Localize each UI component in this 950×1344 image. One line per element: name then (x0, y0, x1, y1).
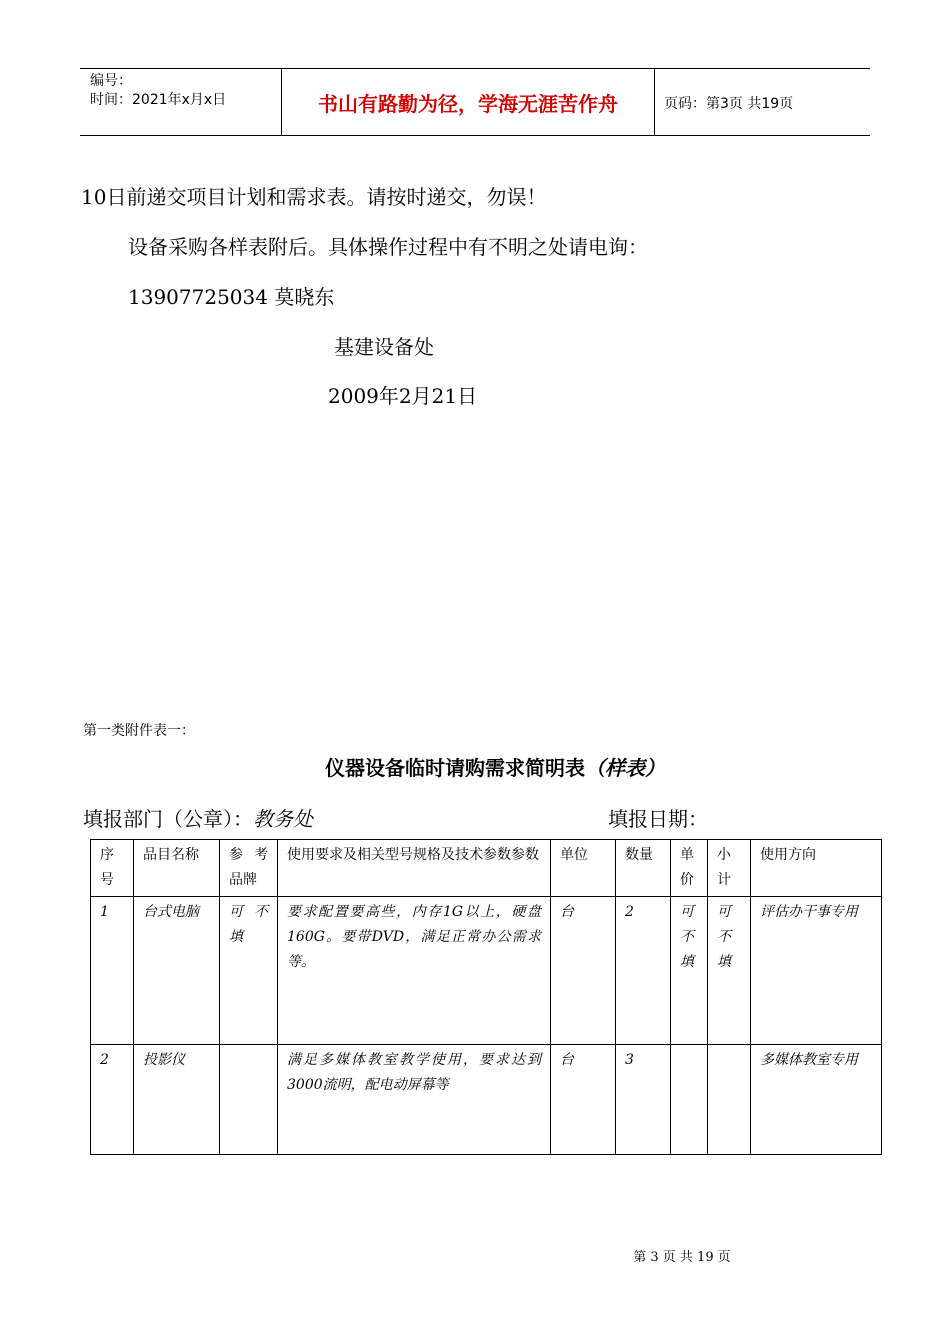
row-2-requirements: 满足多媒体教室教学使用，要求达到3000流明，配电动屏幕等 (278, 1045, 551, 1155)
header-number-label: 编号： (90, 73, 132, 89)
header-top-rule (80, 68, 870, 69)
row-2-unit: 台 (551, 1045, 616, 1155)
annex-label: 第一类附件表一： (83, 723, 195, 739)
table-header-row (91, 840, 882, 897)
row-1-requirements: 要求配置要高些，内存1G以上，硬盘160G。要带DVD，满足正常办公需求等。 (278, 897, 551, 1045)
header-cell-item-name: 品目名称 (134, 840, 220, 897)
page-footer: 第 3 页 共 19 页 (633, 1250, 731, 1265)
body-contact-line: 13907725034 莫晓东 (128, 285, 335, 309)
header-bottom-rule (80, 135, 870, 136)
row-1-unit: 台 (551, 897, 616, 1045)
header-cell-unit: 单位 (551, 840, 616, 897)
row-1-brand: 可不填 (220, 897, 278, 1045)
form-dept-value: 教务处 (253, 807, 313, 831)
header-meta (90, 72, 226, 110)
header-cell-unit-price: 单价 (671, 840, 708, 897)
row-2-subtotal (708, 1045, 751, 1155)
requirement-table (90, 839, 882, 1155)
row-2-purpose: 多媒体教室专用 (751, 1045, 882, 1155)
header-page-info: 页码：第3页 共19页 (664, 96, 794, 112)
header-cell-index: 序号 (91, 840, 134, 897)
row-2-item-name: 投影仪 (134, 1045, 220, 1155)
row-1-quantity: 2 (616, 897, 671, 1045)
form-dept-label: 填报部门（公章）： (83, 807, 253, 831)
header-cell-brand: 参考品牌 (220, 840, 278, 897)
form-dept-line (83, 803, 313, 832)
header-time-label: 时间：2021年x月x日 (90, 92, 227, 108)
row-2-quantity: 3 (616, 1045, 671, 1155)
table-row (91, 897, 882, 1045)
table-row (91, 1045, 882, 1155)
header-cell-subtotal: 小计 (708, 840, 751, 897)
header-cell-requirements: 使用要求及相关型号规格及技术参数参数 (278, 840, 551, 897)
row-2-index: 2 (91, 1045, 134, 1155)
form-title-main: 仪器设备临时请购需求简明表 (325, 756, 585, 780)
body-date: 2009年2月21日 (328, 384, 478, 408)
body-line-2: 设备采购各样表附后。具体操作过程中有不明之处请电询： (128, 235, 648, 259)
header-cell-quantity: 数量 (616, 840, 671, 897)
row-1-subtotal: 可不填 (708, 897, 751, 1045)
row-1-index: 1 (91, 897, 134, 1045)
body-line-1: 10日前递交项目计划和需求表。请按时递交，勿误！ (81, 185, 547, 209)
row-1-purpose: 评估办干事专用 (751, 897, 882, 1045)
row-2-brand (220, 1045, 278, 1155)
row-2-unit-price (671, 1045, 708, 1155)
row-1-item-name: 台式电脑 (134, 897, 220, 1045)
header-motto: 书山有路勤为径，学海无涯苦作舟 (318, 92, 618, 116)
row-1-unit-price: 可不填 (671, 897, 708, 1045)
form-date-label: 填报日期： (608, 807, 708, 831)
form-title (0, 752, 950, 781)
form-title-suffix: （样表） (585, 756, 665, 780)
body-signature: 基建设备处 (334, 335, 434, 359)
header-cell-purpose: 使用方向 (751, 840, 882, 897)
header-divider-right (654, 68, 655, 135)
